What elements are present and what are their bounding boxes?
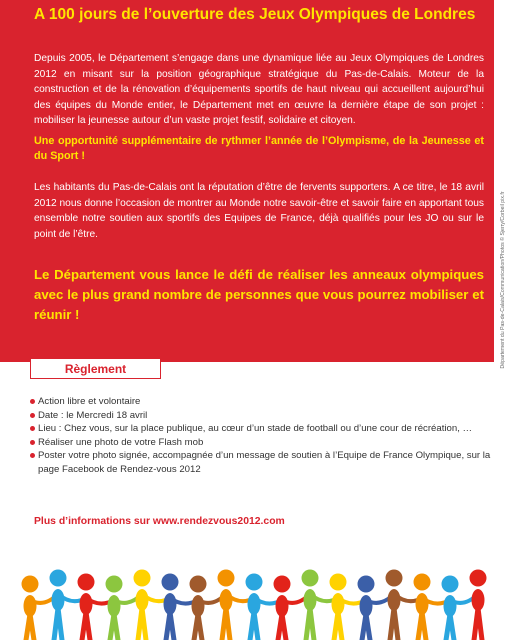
list-item-text: Lieu : Chez vous, sur la place publique, au cœur d’un stade de football ou d’une cour de récréation, … — [38, 423, 473, 434]
page-title: A 100 jours de l’ouverture des Jeux Olympiques de Londres — [34, 6, 476, 23]
list-item — [30, 395, 496, 409]
person-figure — [50, 570, 67, 640]
more-info-link[interactable]: Plus d’informations sur www.rendezvous2012.com — [34, 516, 285, 527]
person-figure — [218, 570, 235, 640]
opportunity-subtitle: Une opportunité supplémentaire de rythmer l’année de l’Olympisme, de la Jeunesse et du Sport ! — [34, 135, 484, 162]
person-figure — [442, 576, 459, 640]
list-item-text: Date : le Mercredi 18 avril — [38, 409, 148, 421]
bullet-icon — [30, 426, 35, 431]
person-figure — [386, 570, 403, 640]
person-figure — [414, 574, 431, 640]
photo-credit — [496, 191, 509, 369]
person-figure — [246, 574, 263, 640]
list-item-text: Réaliser une photo de votre Flash mob — [38, 436, 204, 448]
list-item — [30, 449, 496, 476]
list-item — [30, 409, 496, 423]
person-figure — [470, 570, 487, 640]
bullet-icon — [30, 440, 35, 445]
challenge-callout: Le Département vous lance le défi de réaliser les anneaux olympiques avec le plus grand nombre de personnes que vous pourrez mobiliser et réunir ! — [34, 267, 484, 322]
people-chain-illustration — [0, 548, 509, 640]
bullet-icon — [30, 413, 35, 418]
list-item — [30, 422, 496, 436]
bullet-icon — [30, 399, 35, 404]
person-figure — [22, 576, 39, 640]
list-item — [30, 436, 496, 450]
person-figure — [134, 570, 151, 640]
reglement-heading: Règlement — [30, 358, 161, 379]
list-item-text: Action libre et volontaire — [38, 396, 141, 407]
person-figure — [358, 576, 375, 640]
person-figure — [302, 570, 319, 640]
person-figure — [78, 574, 95, 640]
list-item-text: Poster votre photo signée, accompagnée d’un message de soutien à l’Equipe de France Olympique, sur la page Facebook de Rendez-vous 2012 — [38, 450, 491, 475]
person-figure — [106, 576, 123, 640]
person-figure — [274, 576, 291, 640]
supporters-paragraph: Les habitants du Pas-de-Calais ont la réputation d’être de fervents supporters. A ce titre, le 18 avril 2012 nous donne l’occasion de montrer au Monde notre savoir-être et savoir faire en apportant tous ensemble notre soutien aux sportifs des Equipes de France, déjà qualifiés pour les JO ou sur le point de l’être. — [34, 182, 484, 240]
person-figure — [190, 576, 207, 640]
photo-credit-text: Département du Pas-de-Calais/Communication/Photos © Sjerry/Corbeil pix.fr — [499, 191, 506, 369]
person-figure — [162, 574, 179, 640]
reglement-list — [30, 395, 496, 476]
person-figure — [330, 574, 347, 640]
bullet-icon — [30, 453, 35, 458]
intro-paragraph: Depuis 2005, le Département s’engage dans une dynamique liée au Jeux Olympiques de Londres 2012 en misant sur la position géographique stratégique du Pas-de-Calais. Moteur de la construction et de la rénovation d’équipements sportifs de haut niveau qui accueillent aujourd’hui des équipes du Monde entier, le Département met en œuvre la dernière étape de son projet : mobiliser la jeunesse autour d’un vaste projet festif, solidaire et citoyen. — [34, 53, 484, 126]
